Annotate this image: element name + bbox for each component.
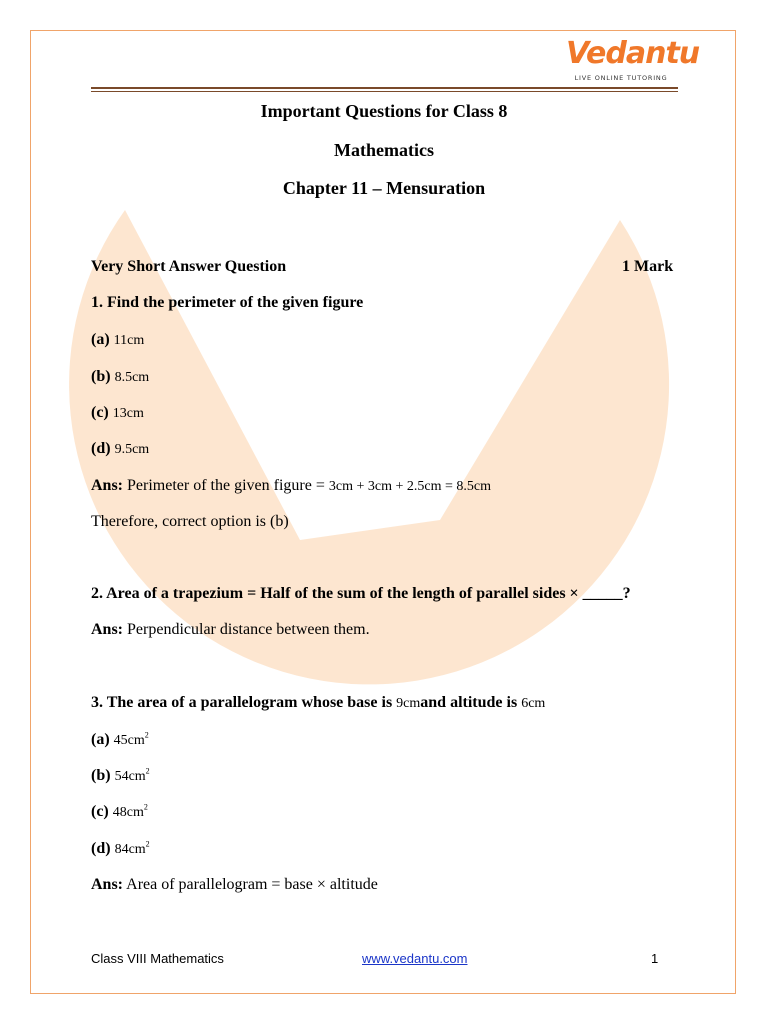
q1-answer: [91, 476, 491, 497]
footer-website-link[interactable]: www.vedantu.com: [362, 951, 468, 966]
q1-option-c: [91, 403, 144, 424]
q1-option-d: [91, 439, 149, 460]
option-exponent: 2: [144, 730, 149, 740]
option-exponent: 2: [145, 839, 150, 849]
option-text: 84cm: [114, 842, 146, 857]
option-key: (c): [91, 404, 109, 421]
logo-wordmark: Vedantu: [566, 36, 700, 71]
q3-option-a: [91, 730, 149, 751]
option-text: 45cm: [113, 733, 145, 748]
q3-option-b: [91, 766, 150, 787]
section-label: Very Short Answer Question: [91, 258, 287, 275]
ans-label: Ans:: [91, 621, 124, 638]
option-key: (b): [91, 368, 111, 385]
ans-text: Perpendicular distance between them.: [127, 621, 370, 638]
ans-text: Perimeter of the given figure =: [127, 477, 325, 494]
option-text: 13cm: [112, 406, 144, 421]
footer-class-label: Class VIII Mathematics: [91, 951, 224, 966]
option-key: (c): [91, 803, 109, 820]
option-key: (a): [91, 731, 110, 748]
q3-question-part2: and altitude is: [420, 694, 518, 711]
ans-label: Ans:: [91, 477, 124, 494]
q1-conclusion: Therefore, correct option is (b): [91, 513, 289, 530]
option-key: (d): [91, 440, 111, 457]
logo-tagline: LIVE ONLINE TUTORING: [574, 74, 668, 82]
option-text: 9.5cm: [114, 442, 150, 457]
option-text: 8.5cm: [114, 370, 150, 385]
q3-option-c: [91, 802, 148, 823]
q3-question: [91, 693, 545, 714]
option-key: (b): [91, 767, 111, 784]
doc-subject: Mathematics: [334, 140, 434, 160]
option-exponent: 2: [145, 766, 150, 776]
q1-question: 1. Find the perimeter of the given figure: [91, 294, 364, 311]
option-text: 54cm: [114, 769, 146, 784]
option-key: (d): [91, 840, 111, 857]
q3-answer: [91, 875, 378, 895]
option-key: (a): [91, 331, 110, 348]
q3-altitude: 6cm: [521, 696, 546, 711]
q1-option-a: [91, 330, 144, 351]
ans-label: Ans:: [91, 876, 124, 893]
q3-base: 9cm: [396, 696, 421, 711]
q3-option-d: [91, 839, 150, 860]
ans-math: 3cm + 3cm + 2.5cm = 8.5cm: [328, 479, 491, 494]
option-text: 11cm: [113, 333, 145, 348]
option-text: 48cm: [112, 805, 144, 820]
doc-title: Important Questions for Class 8: [260, 101, 508, 121]
option-exponent: 2: [143, 802, 148, 812]
q3-question-part1: 3. The area of a parallelogram whose base is: [91, 694, 393, 711]
doc-chapter: Chapter 11 – Mensuration: [282, 178, 486, 198]
ans-text: Area of parallelogram = base × altitude: [126, 876, 378, 893]
footer-page-number: 1: [651, 951, 659, 966]
section-marks: 1 Mark: [622, 258, 674, 275]
q1-option-b: [91, 367, 149, 388]
q2-question: 2. Area of a trapezium = Half of the sum of the length of parallel sides × _____?: [91, 585, 631, 602]
q2-answer: [91, 620, 370, 640]
